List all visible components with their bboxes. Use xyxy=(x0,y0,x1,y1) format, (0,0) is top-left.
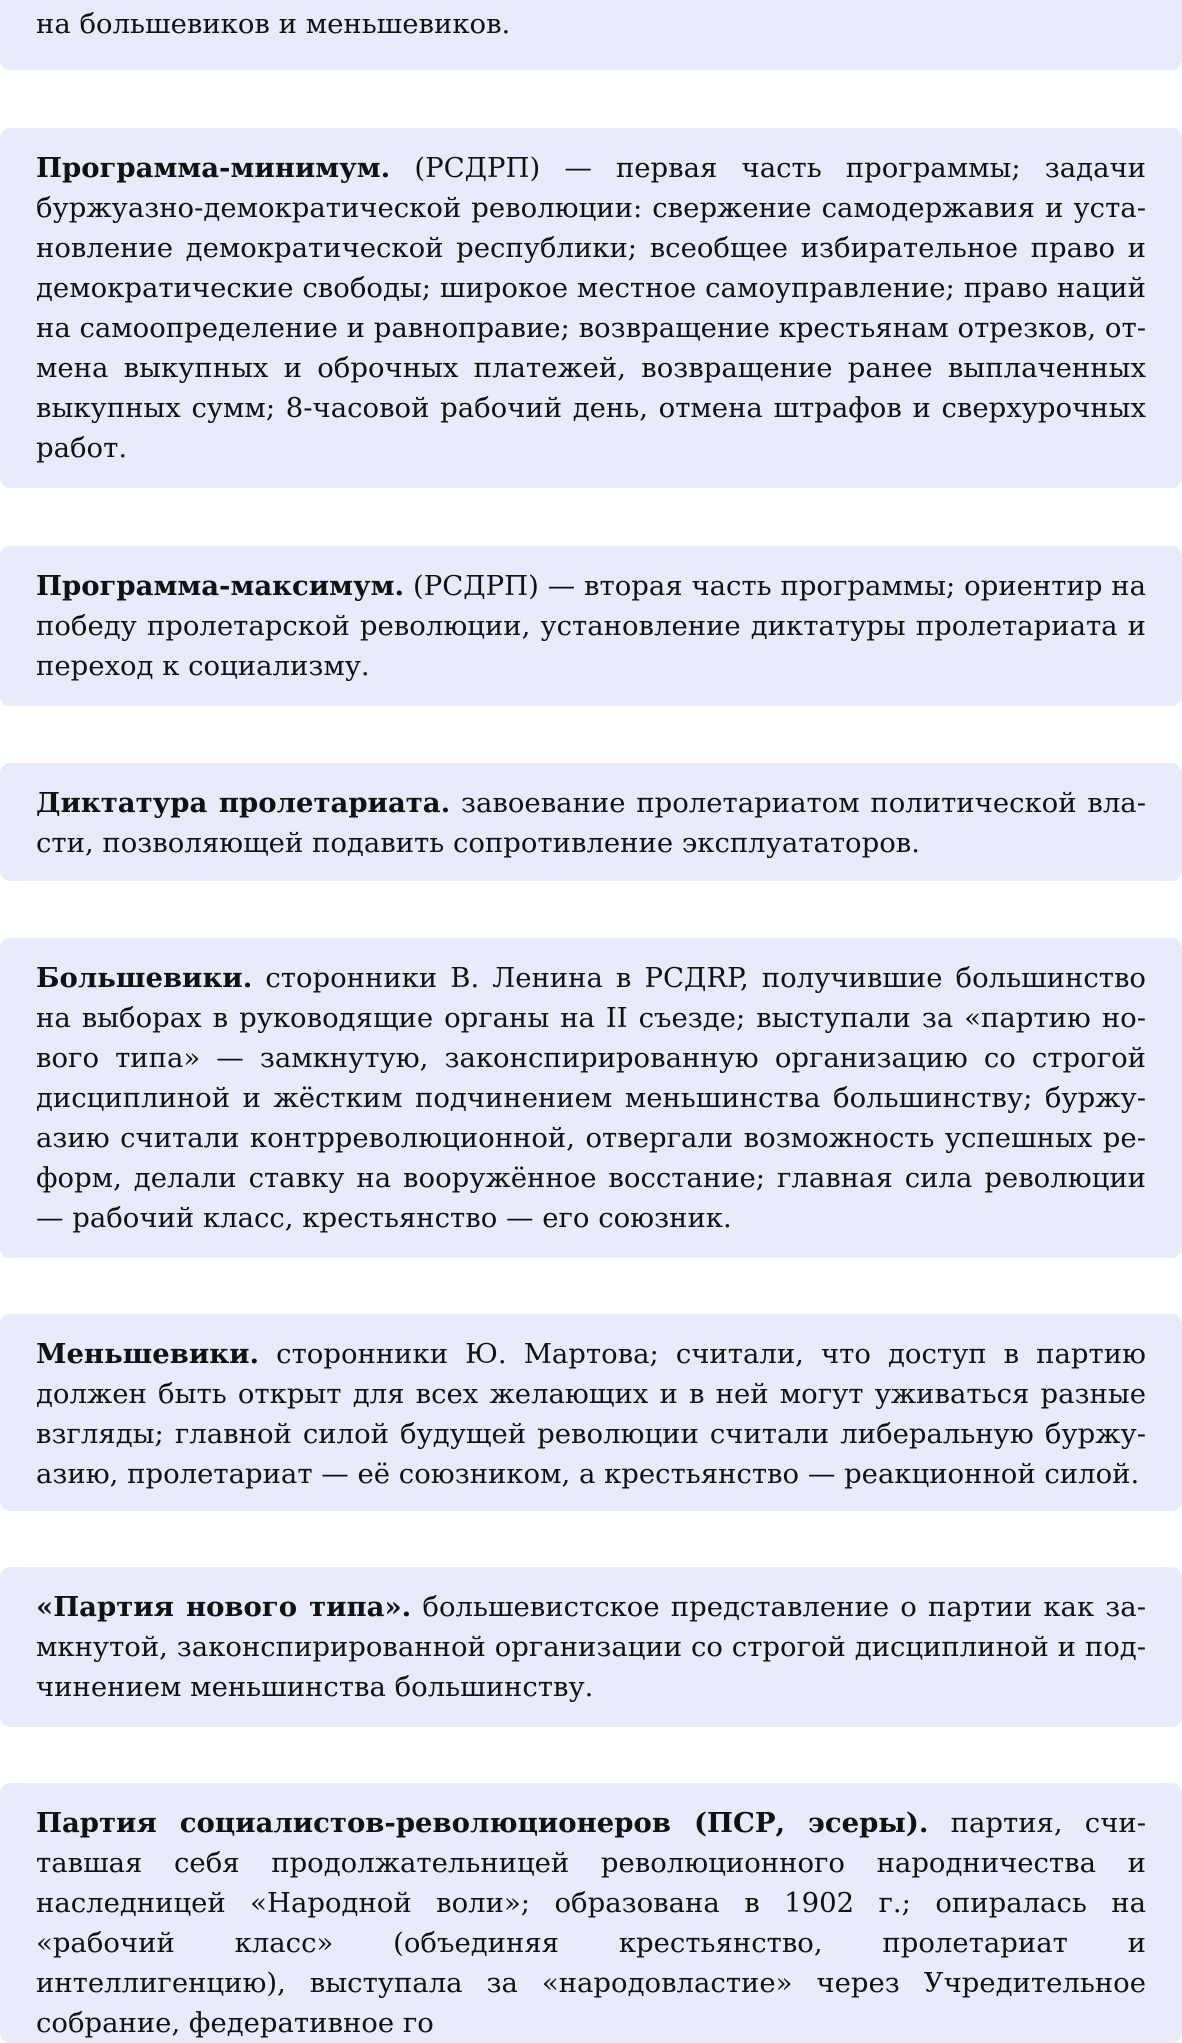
term-title: Диктатура пролетариата. xyxy=(36,787,451,819)
term-title: «Партия нового типа». xyxy=(36,1591,412,1623)
term-description: партия, считавшая себя продолжательницей революционного народничества и наследницей «Народной воли»; образована в 1902 г.; опиралась на «рабочий класс» (объединяя крестьянство, пролетариат и интеллигенцию), выступала за «народовластие» через Учредительное собрание, федеративное го xyxy=(36,1807,1146,2039)
definition-text xyxy=(36,1567,1146,1707)
definition-text xyxy=(36,128,1146,468)
definition-block xyxy=(0,763,1182,881)
term-title: Меньшевики. xyxy=(36,1338,260,1370)
term-description: завоевание пролетариатом политической власти, позволяющей подавить сопротивление эксплуататоров. xyxy=(36,787,1146,859)
definition-text xyxy=(36,1783,1146,2043)
definition-block xyxy=(0,0,1182,70)
term-title: Программа-максимум. xyxy=(36,570,405,602)
definition-text xyxy=(36,763,1146,863)
term-description: сторонники В. Ленина в РСДRP, получившие большинство на выборах в руководящие органы на II съезде; выступали за «партию нового типа» — замкнутую, законспирированную организацию со строгой дисциплиной и жёстким подчинением меньшинства большинству; буржуазию считали контрреволюционной, отвергали возможность успешных реформ, делали ставку на вооружённое восстание; главная сила революции — рабочий класс, крестьянство — его союзник. xyxy=(36,962,1146,1234)
definition-text xyxy=(36,0,1146,44)
definition-block xyxy=(0,546,1182,706)
term-description: на большевиков и меньшевиков. xyxy=(36,8,511,40)
term-description: сторонники Ю. Мартова; считали, что доступ в партию должен быть открыт для всех желающих и в ней могут уживаться разные взгляды; главной силой будущей революции считали либеральную буржуазию, пролетариат — её союзником, а крестьянство — реакционной силой. xyxy=(36,1338,1146,1490)
definition-block xyxy=(0,1567,1182,1727)
definition-text xyxy=(36,546,1146,686)
definition-block xyxy=(0,938,1182,1258)
definition-block xyxy=(0,128,1182,488)
term-description: (РСДРП) — вторая часть программы; ориентир на победу пролетарской революции, установление диктатуры пролетариата и переход к социализму. xyxy=(36,570,1146,682)
definition-block xyxy=(0,1314,1182,1511)
term-title: Большевики. xyxy=(36,962,253,994)
definition-text xyxy=(36,938,1146,1238)
definition-text xyxy=(36,1314,1146,1494)
term-title: Партия социалистов-революционеров (ПСР, эсеры). xyxy=(36,1807,929,1839)
definition-block xyxy=(0,1783,1182,2043)
term-description: большевистское представление о партии как замкнутой, законспирированной организации со строгой дисциплиной и подчинением меньшинства большинству. xyxy=(36,1591,1146,1703)
term-title: Программа-минимум. xyxy=(36,152,391,184)
term-description: (РСДРП) — первая часть программы; задачи буржуазно-демократической революции: свержение самодержавия и установление демократической республики; всеобщее избирательное право и демократические свободы; широкое местное самоуправление; право наций на самоопределение и равноправие; возвращение крестьянам отрезков, отмена выкупных и оброчных платежей, возвращение ранее выплаченных выкупных сумм; 8-часовой рабочий день, отмена штрафов и сверхурочных работ. xyxy=(36,152,1146,464)
